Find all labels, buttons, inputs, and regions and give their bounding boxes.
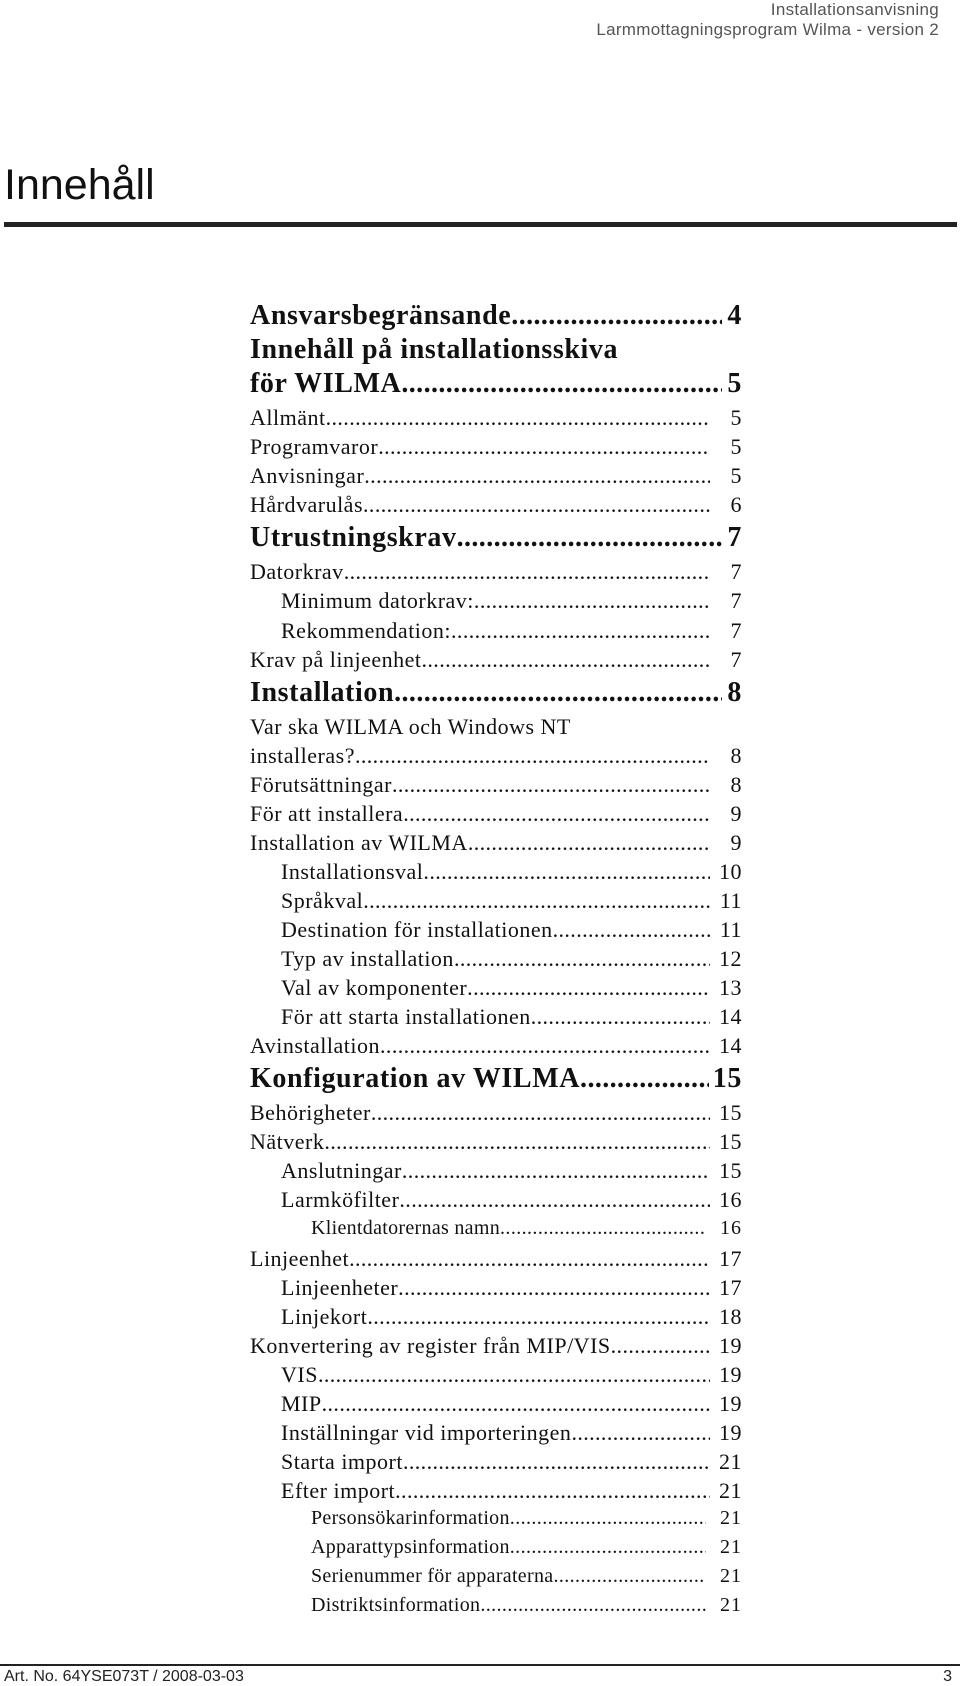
toc-entry: För att installera ..... 9 — [250, 801, 742, 830]
toc-entry: Linjeenheter ..... 17 — [250, 1275, 742, 1304]
toc-entry: MIP ..... 19 — [250, 1391, 742, 1420]
toc-entry: Var ska WILMA och Windows NT — [250, 714, 571, 739]
toc-entry: Nätverk ..... 15 — [250, 1129, 742, 1158]
toc-entry: Installation ..... 8 — [250, 677, 742, 711]
header-product: Larmmottagningsprogram Wilma - version 2 — [596, 20, 939, 39]
toc-entry: För att starta installationen ..... 14 — [250, 1004, 742, 1033]
toc-entry: Efter import ..... 21 — [250, 1478, 742, 1507]
toc-entry: Programvaror ..... 5 — [250, 434, 742, 463]
toc-entry: Anslutningar ..... 15 — [250, 1158, 742, 1187]
toc-entry: Installation av WILMA ..... 9 — [250, 830, 742, 859]
toc-entry: VIS ..... 19 — [250, 1362, 742, 1391]
toc-entry: Språkval ..... 11 — [250, 888, 742, 917]
toc-entry: Inställningar vid importeringen ..... 19 — [250, 1420, 742, 1449]
toc-entry: Personsökarinformation ..... 21 — [250, 1507, 742, 1536]
toc-entry: Konfiguration av WILMA ..... 15 — [250, 1063, 742, 1097]
toc-entry: Klientdatorernas namn ..... 16 — [250, 1217, 742, 1246]
toc-entry: Allmänt ..... 5 — [250, 405, 742, 434]
toc-entry: Behörigheter ..... 15 — [250, 1100, 742, 1129]
footer-page-number: 3 — [943, 1668, 952, 1685]
toc-entry: Val av komponenter ..... 13 — [250, 975, 742, 1004]
header-doc-type: Installationsanvisning — [770, 0, 939, 19]
toc-entry: Ansvarsbegränsande ..... 4 — [250, 300, 742, 334]
toc-entry: Förutsättningar ..... 8 — [250, 772, 742, 801]
page-title: Innehåll — [4, 161, 155, 209]
toc-entry: Distriktsinformation ..... 21 — [250, 1594, 742, 1623]
toc-entry: Konvertering av register från MIP/VIS ..... 19 — [250, 1333, 742, 1362]
toc-entry: Utrustningskrav ..... 7 — [250, 522, 742, 556]
toc-entry: installeras? ..... 8 — [250, 743, 742, 772]
toc-entry: Typ av installation ..... 12 — [250, 946, 742, 975]
toc-entry: Linjekort ..... 18 — [250, 1304, 742, 1333]
toc-entry: Hårdvarulås ..... 6 — [250, 492, 742, 521]
document-header — [596, 0, 939, 40]
toc-entry: Larmköfilter ..... 16 — [250, 1187, 742, 1216]
toc-entry: Datorkrav ..... 7 — [250, 559, 742, 588]
toc-entry: Linjeenhet ..... 17 — [250, 1246, 742, 1275]
toc-entry: Anvisningar ..... 5 — [250, 463, 742, 492]
toc-entry: Krav på linjeenhet ..... 7 — [250, 647, 742, 676]
toc-entry: Rekommendation: ..... 7 — [250, 618, 742, 647]
title-rule — [4, 222, 957, 227]
toc-entry: Avinstallation ..... 14 — [250, 1033, 742, 1062]
footer-article-number: Art. No. 64YSE073T / 2008-03-03 — [4, 1668, 244, 1685]
toc-entry: Installationsval ..... 10 — [250, 859, 742, 888]
toc-entry: Serienummer för apparaterna ..... 21 — [250, 1565, 742, 1594]
toc-entry: Apparattypsinformation ..... 21 — [250, 1536, 742, 1565]
toc-entry: Minimum datorkrav: ..... 7 — [250, 588, 742, 617]
footer-rule — [0, 1664, 960, 1666]
toc-entry: Starta import ..... 21 — [250, 1449, 742, 1478]
toc-entry: för WILMA ..... 5 — [250, 368, 742, 402]
toc-entry: Innehåll på installationsskiva — [250, 334, 619, 365]
toc-entry: Destination för installationen ..... 11 — [250, 917, 742, 946]
